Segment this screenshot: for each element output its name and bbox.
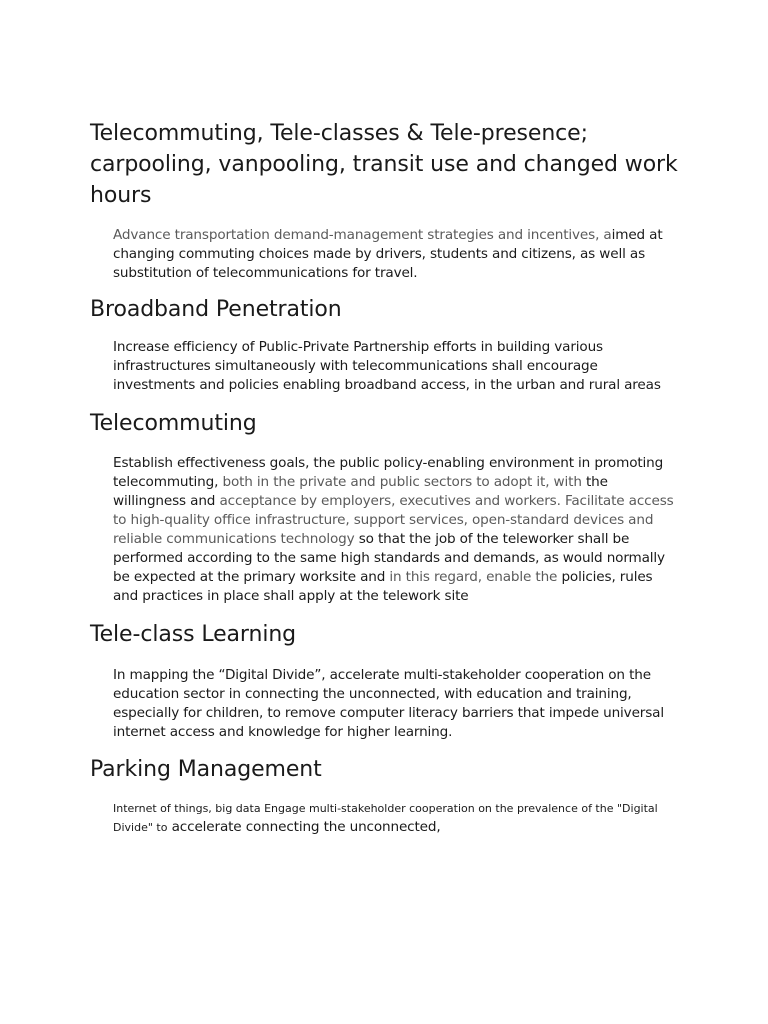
parking-text: accelerate connecting the unconnected, — [167, 819, 441, 835]
document-page — [90, 118, 680, 837]
telecommuting-text-7: policies, rules and practices in place shall apply at the telework site — [113, 569, 653, 604]
telecommuting-text-2: both in the private and public sectors to adopt it, with — [222, 474, 582, 490]
telecommuting-text-3: the willingness and — [113, 474, 608, 509]
telecommuting-text-5: so that the job of the teleworker shall be performed according to the same high standards and demands, as would normally be expected at the primary worksite and — [113, 531, 665, 585]
intro-text: imed at changing commuting choices made by drivers, students and citizens, as well as substitution of telecommunications for travel. — [113, 227, 663, 281]
parking-text-small: Internet of things, big data Engage multi-stakeholder cooperation on the prevalence of the "Digital Divide" to — [113, 802, 658, 834]
heading-broadband-penetration: Broadband Penetration — [90, 297, 342, 322]
parking-paragraph — [113, 799, 680, 837]
heading-parking-management: Parking Management — [90, 757, 322, 782]
broadband-paragraph: Increase efficiency of Public-Private Partnership efforts in building various infrastructures simultaneously with telecommunications shall encourage investments and policies enabling broadband access, in the urban and rural areas — [113, 339, 661, 393]
telecommuting-paragraph — [113, 454, 680, 606]
page-title: Telecommuting, Tele-classes & Tele-presence; carpooling, vanpooling, transit use and changed work hours — [90, 121, 678, 208]
intro-text-muted: Advance transportation demand-management strategies and incentives, a — [113, 227, 612, 243]
telecommuting-text-1: Establish effectiveness goals, the public policy-enabling environment in promoting telecommuting, — [113, 455, 664, 490]
telecommuting-text-4: acceptance by employers, executives and workers. Facilitate access to high-quality office infrastructure, support services, open-standard devices and reliable communications technology — [113, 493, 674, 547]
tele-class-paragraph: In mapping the “Digital Divide”, accelerate multi-stakeholder cooperation on the education sector in connecting the unconnected, with education and training, especially for children, to remove computer literacy barriers that impede universal internet access and knowledge for higher learning. — [113, 667, 664, 740]
intro-paragraph — [113, 226, 680, 283]
heading-telecommuting: Telecommuting — [90, 411, 257, 436]
heading-tele-class-learning: Tele-class Learning — [90, 622, 297, 647]
telecommuting-text-6: in this regard, enable the — [389, 569, 558, 585]
